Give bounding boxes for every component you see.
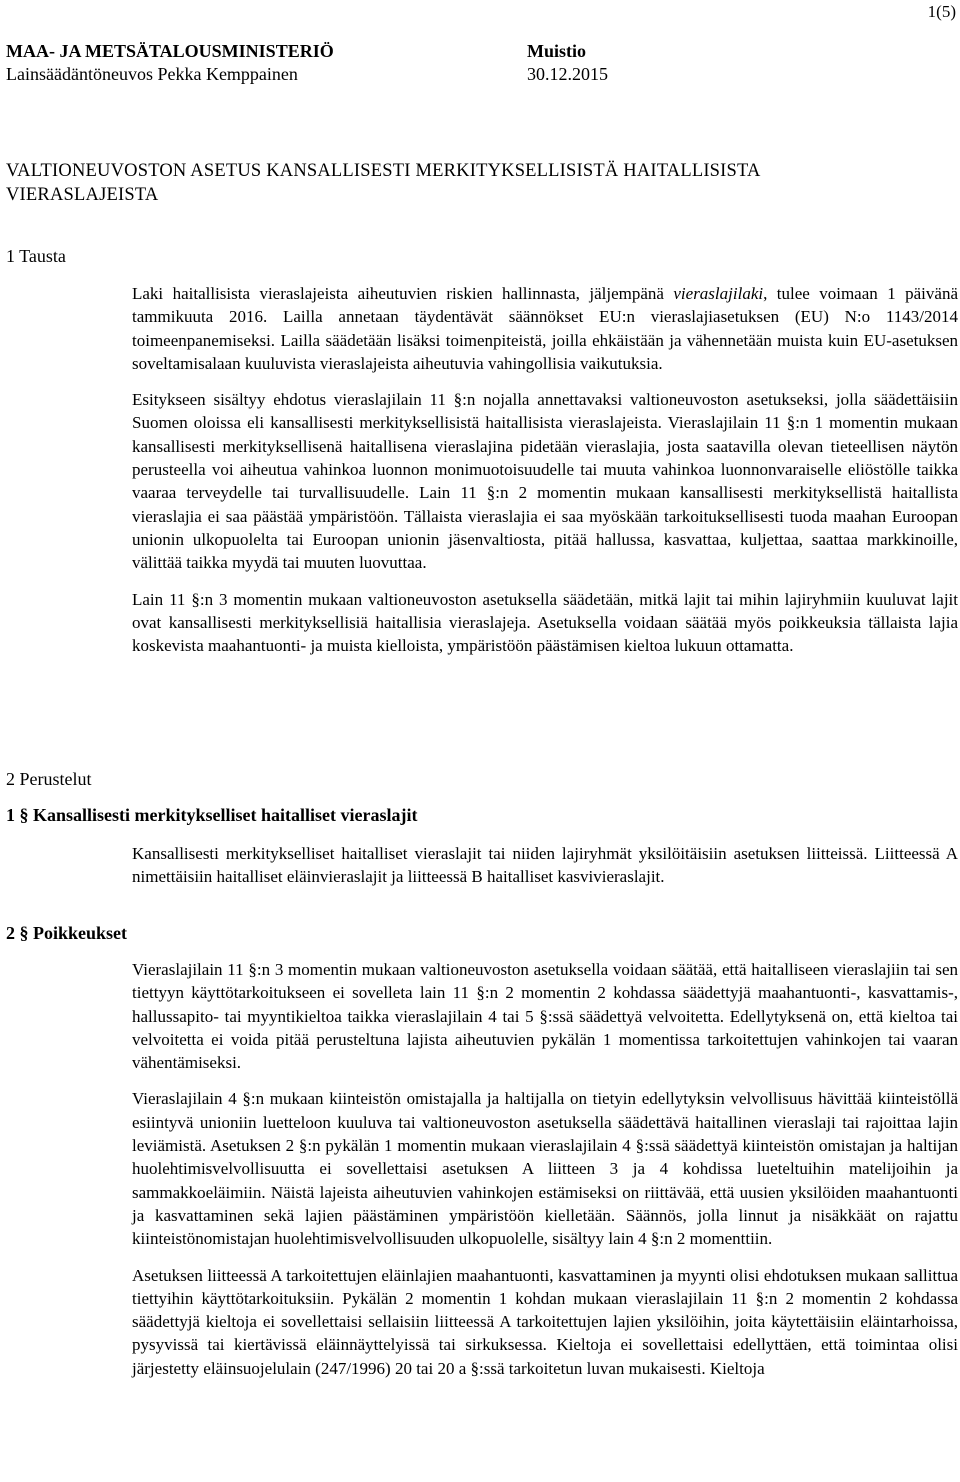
vieraslajilaki-term: vieraslajilaki — [673, 284, 764, 303]
author: Lainsäädäntöneuvos Pekka Kemppainen — [6, 64, 298, 84]
section-2-paragraph-3: Asetuksen liitteessä A tarkoitettujen eläinlajien maahantuonti, kasvattaminen ja myynti olisi ehdotuksen mukaan sallittua tiettyihin käyttötarkoituksiin. Pykälän 2 momentin 1 kohdan mukaan vieraslajilain 11 §:n 2 momentin 2 kohdassa säädettyjä kieltoja ei sovellettaisi sellaisiin liitteessä A tarkoitettujen lajien yksilöihin, joita käytettäisiin eläintarhoissa, pysyvissä tai kiertävissä eläinnäyttelyissä tai sirkuksessa. Kieltoja ei sovellettaisi edellyttäen, että toimintaa olisi järjestetty eläinsuojelulain (247/1996) 20 tai 20 a §:ssä tarkoitetun luvan mukaisesti. Kieltoja — [132, 1265, 958, 1378]
section-2-body — [132, 958, 958, 1393]
section-2-paragraph-2: Vieraslajilain 4 §:n mukaan kiinteistön omistajalla ja haltijalla on tietyin edellytyksin velvollisuus hävittää kiinteistöllä esiintyvä unioniin luetteloon kuuluva tai valtioneuvoston asetuksella säädettävä haitallinen vieraslaji tai rajoittaa lajin leviämistä. Asetuksen 2 §:n pykälän 1 momentin mukaan vieraslajilain 4 §:ssä säädettyä kiinteistön omistajan ja haltijan huolehtimisvelvollisuutta ei sovellettaisi asetuksen A liitteen 3 ja 4 kohdissa lueteltuihin matelijoihin ja sammakkoeläimiin. Näistä lajeista aiheutuvien vahinkojen estämiseksi on riittävää, että uusien yksilöiden maahantuonti ja kasvattaminen sekä lajien päästäminen ympäristöön kielletään. Säännös, jolla linnut ja nisäkkäät on rajattu kiinteistönomistajan huolehtimisvelvollisuuden ulkopuolelle, sisältyy lain 4 §:n 2 momenttiin. — [132, 1089, 958, 1249]
document-title — [6, 159, 956, 207]
tausta-paragraph-3: Lain 11 §:n 3 momentin mukaan valtioneuvoston asetuksella säädetään, mitkä lajit tai mihin lajiryhmiin kuuluvat lajit ovat kansallisesti merkityksellisiä haitallisia vieraslajeja. Asetuksella voidaan säätää myös poikkeuksia tällaista lajia koskevista maahantuonti- ja muista kielloista, ympäristöön päästämisen kieltoa lukuun ottamatta. — [132, 589, 958, 656]
section-1-paragraph-1: Kansallisesti merkitykselliset haitalliset vieraslajit tai niiden lajiryhmät yksilöitäisiin asetuksen liitteissä. Liitteessä A nimettäisiin haitalliset eläinvieraslajit ja liitteessä B haitalliset kasvivieraslajit. — [132, 844, 958, 887]
title-line-2: VIERASLAJEISTA — [6, 185, 159, 205]
title-line-1: VALTIONEUVOSTON ASETUS KANSALLISESTI MERKITYKSELLISISTÄ HAITALLISISTA — [6, 161, 761, 181]
document-date: 30.12.2015 — [527, 64, 608, 84]
ministry-name: MAA- JA METSÄTALOUSMINISTERIÖ — [6, 41, 334, 61]
heading-perustelut: 2 Perustelut — [6, 769, 92, 789]
section-2-paragraph-1: Vieraslajilain 11 §:n 3 momentin mukaan valtioneuvoston asetuksella voidaan säätää, että haitalliseen vieraslajiin tai sen tiettyyn käyttötarkoitukseen ei sovelleta lain 11 §:n 2 momentin 2 kohdassa säädettyjä maahantuonti-, kasvattamis-, hallussapito- tai myyntikieltoa taikka vieraslajilain 4 tai 5 §:ssä säädettyä velvoitetta. Edellytyksenä on, että kieltoa tai velvoitetta ei voida pitää perusteltuna lajista aiheutuvien pykälän 1 momentissa tarkoitettujen vahinkojen tai vaaran vähentämiseksi. — [132, 960, 958, 1073]
document-header — [6, 40, 608, 86]
page-number: 1(5) — [927, 2, 956, 21]
tausta-paragraph-2: Esitykseen sisältyy ehdotus vieraslajilain 11 §:n nojalla annettavaksi valtioneuvoston asetukseksi, jolla säädettäisiin Suomen oloissa eli kansallisesti merkityksellisistä haitallisista vieraslajeista. Vieraslajilain 11 §:n 1 momentin mukaan kansallisesti merkityksellisenä haitallisena vieraslajina pidetään vieraslajia, josta saatavilla olevan tieteellisen näytön perusteella voi aiheutua vahinkoa luonnon monimuotoisuudelle tai muuta vahinkoa luonnonvaraiselle eliöstölle taikka vaaraa terveydelle tai turvallisuudelle. Lain 11 §:n 2 momentin mukaan kansallisesti merkityksellistä haitallista vieraslajia ei saa päästää ympäristöön. Tällaista vieraslajia ei saa myöskään tarkoituksellisesti tuoda maahan Euroopan unionin ulkopuolelta tai Euroopan unionin jäsenvaltiosta, pitää hallussa, kasvattaa, kuljettaa, saattaa markkinoille, välittää taikka myydä tai muuten luovuttaa. — [132, 390, 958, 573]
tausta-paragraph-1: Laki haitallisista vieraslajeista aiheutuvien riskien hallinnasta, jäljempänä vieraslajilaki, tulee voimaan 1 päivänä tammikuuta 2016. Lailla annetaan täydentävät säännökset EU:n vieraslajiasetuksen (EU) N:o 1143/2014 toimeenpanemiseksi. Lailla säädetään lisäksi toimenpiteistä, joilla ehkäistään ja vähennetään muista kuin EU-asetuksen soveltamisalaan kuuluvista vieraslajeista aiheutuvia vahingollisia vaikutuksia. — [132, 284, 958, 373]
section-1-body — [132, 842, 958, 902]
heading-section-1: 1 § Kansallisesti merkitykselliset haitalliset vieraslajit — [6, 805, 418, 825]
document-type: Muistio — [527, 41, 587, 61]
heading-section-2: 2 § Poikkeukset — [6, 923, 128, 943]
tausta-body — [132, 282, 958, 670]
heading-tausta: 1 Tausta — [6, 246, 66, 266]
